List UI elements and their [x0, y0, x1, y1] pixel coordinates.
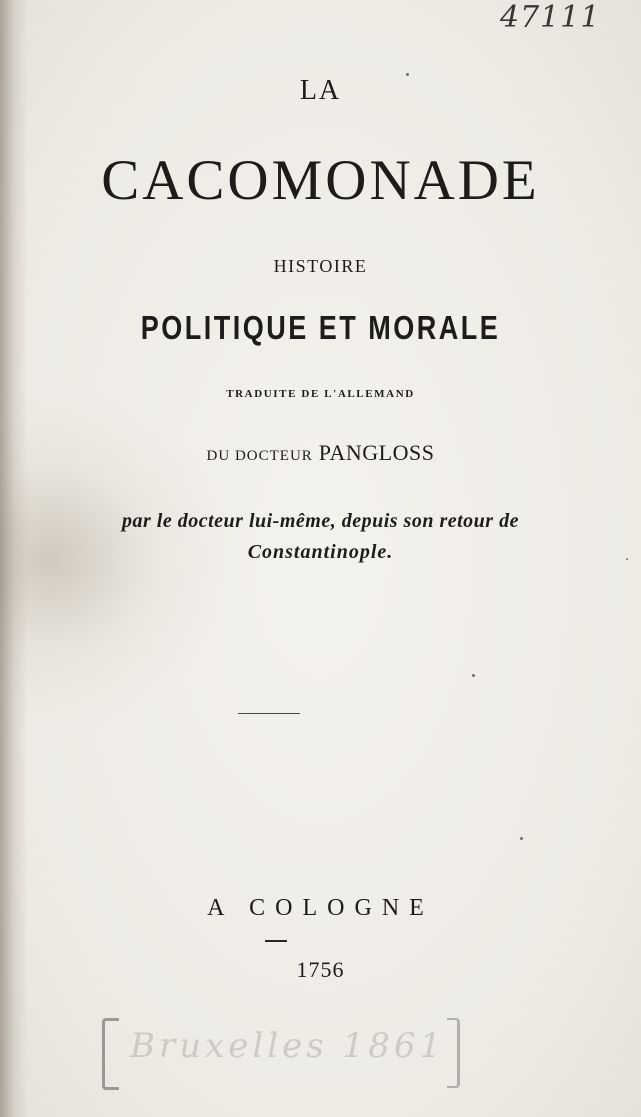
- author-line: [0, 440, 641, 466]
- subtitle: POLITIQUE ET MORALE: [140, 309, 501, 346]
- stamp-text: Bruxelles 1861: [130, 1026, 446, 1066]
- short-divider: [265, 940, 287, 942]
- ink-speck: [626, 558, 628, 560]
- shelfmark: 47111: [500, 0, 601, 35]
- translation-note: TRADUITE DE L'ALLEMAND: [226, 388, 415, 400]
- genre-label: HISTOIRE: [273, 256, 368, 276]
- imprint-place: A COLOGNE: [207, 895, 434, 921]
- ink-speck: [472, 674, 475, 677]
- stamp-bracket-left: [102, 1018, 119, 1090]
- author-name: PANGLOSS: [318, 440, 435, 465]
- byline-1: par le docteur lui-même, depuis son retour de: [122, 510, 519, 532]
- byline-2: Constantinople.: [247, 541, 394, 563]
- ink-speck: [406, 73, 409, 76]
- stamp-bracket-right: [447, 1018, 460, 1088]
- divider-rule: [238, 713, 300, 714]
- title-article: LA: [299, 75, 342, 106]
- book-title: CACOMONADE: [101, 149, 540, 212]
- imprint-year: 1756: [296, 957, 345, 982]
- library-stamp: [100, 1012, 460, 1092]
- ink-speck: [520, 837, 523, 840]
- author-prefix: DU DOCTEUR: [206, 448, 313, 464]
